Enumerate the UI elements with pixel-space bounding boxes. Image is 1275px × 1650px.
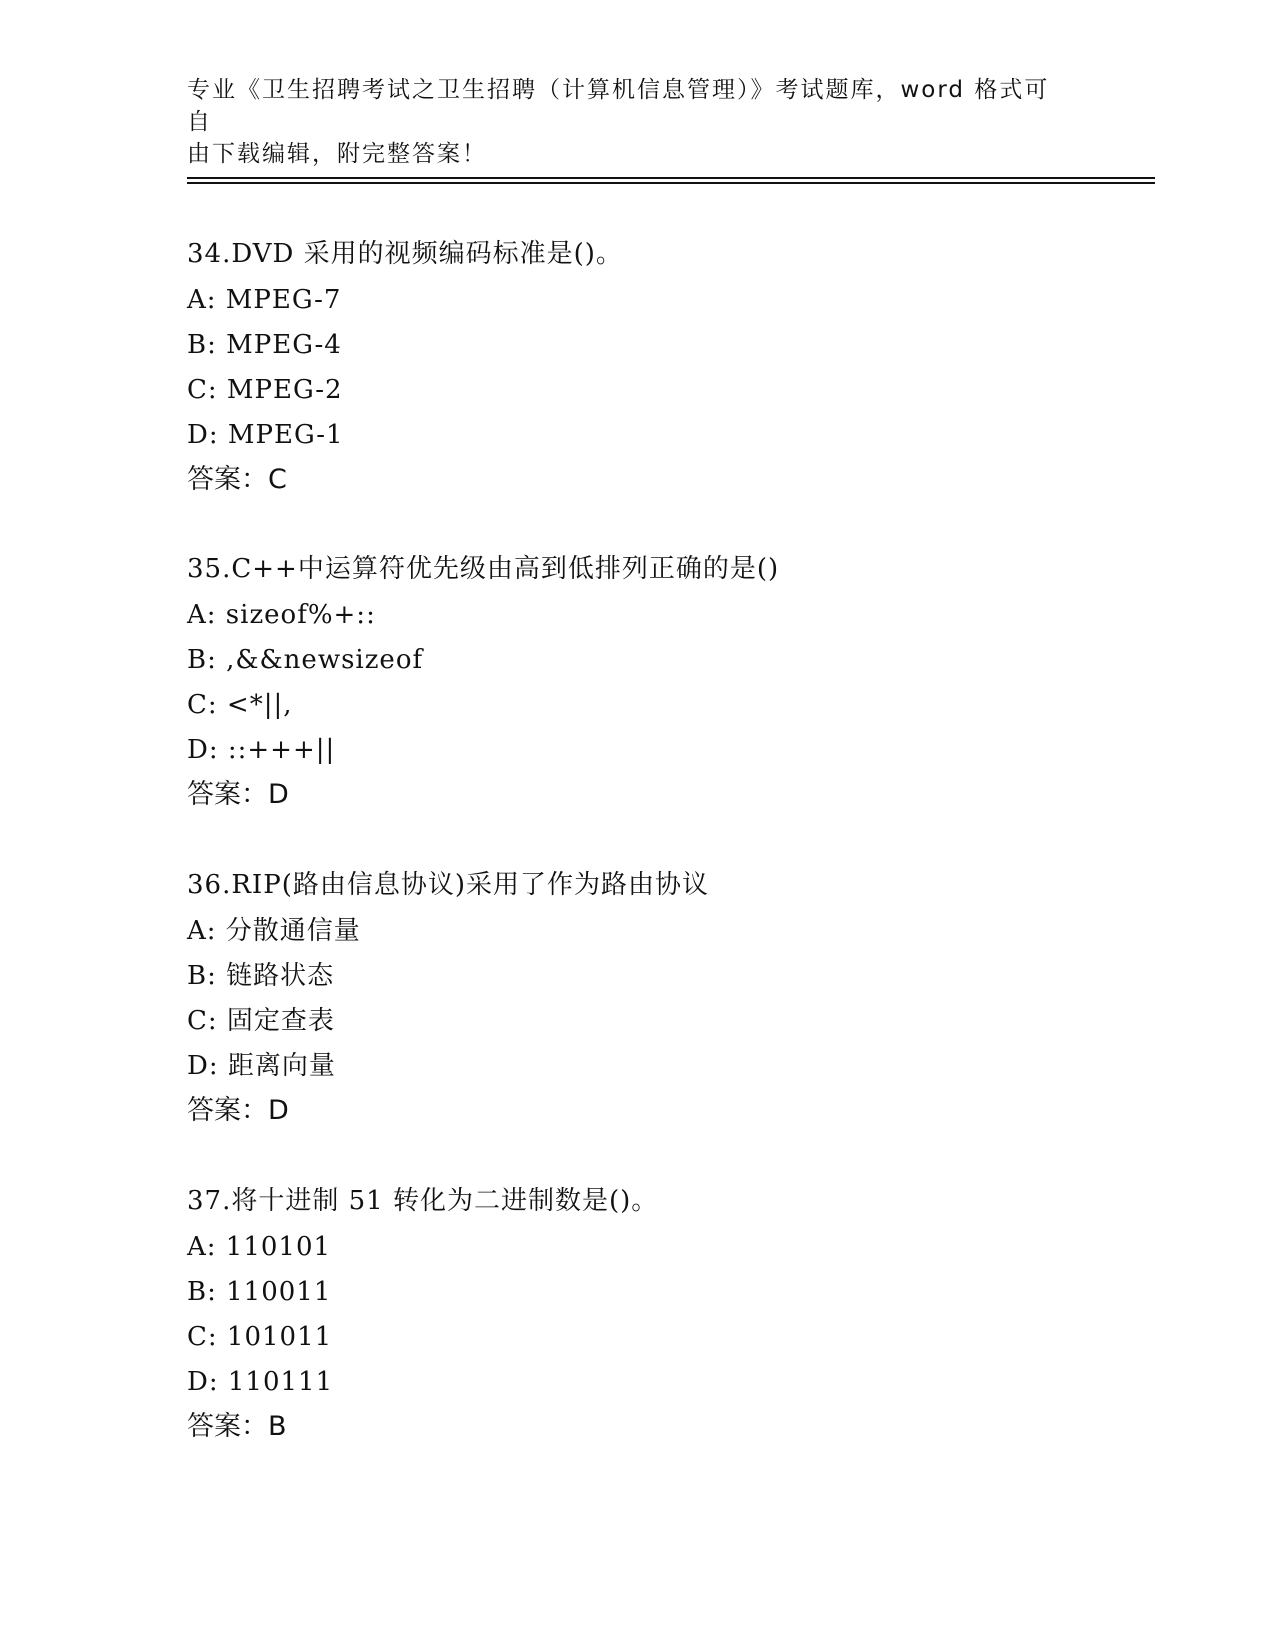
question-title: 37.将十进制 51 转化为二进制数是()。 bbox=[187, 1186, 659, 1216]
option-c: C: <*||, bbox=[187, 690, 293, 720]
answer: 答案：D bbox=[187, 1095, 289, 1126]
option-c: C: 固定查表 bbox=[187, 1006, 335, 1036]
option-c: C: 101011 bbox=[187, 1322, 333, 1352]
document-header bbox=[187, 74, 1067, 170]
option-a: A: 110101 bbox=[187, 1232, 332, 1262]
header-divider-top bbox=[187, 177, 1155, 179]
option-b: B: 110011 bbox=[187, 1277, 332, 1307]
option-a: A: 分散通信量 bbox=[187, 916, 361, 946]
answer: 答案：C bbox=[187, 464, 287, 495]
question-title: 35.C++中运算符优先级由高到低排列正确的是() bbox=[187, 554, 780, 584]
question-35 bbox=[187, 553, 1147, 824]
option-c: C: MPEG-2 bbox=[187, 375, 343, 405]
question-37 bbox=[187, 1185, 1147, 1456]
question-title: 34.DVD 采用的视频编码标准是()。 bbox=[187, 239, 623, 269]
header-line-2: 由下载编辑，附完整答案！ bbox=[187, 141, 487, 167]
question-36 bbox=[187, 869, 1147, 1140]
answer: 答案：B bbox=[187, 1411, 287, 1442]
option-d: D: ::+++|| bbox=[187, 735, 336, 765]
option-a: A: sizeof%+:: bbox=[187, 600, 376, 630]
answer: 答案：D bbox=[187, 779, 289, 810]
question-title: 36.RIP(路由信息协议)采用了作为路由协议 bbox=[187, 870, 709, 900]
option-b: B: MPEG-4 bbox=[187, 330, 342, 360]
option-d: D: MPEG-1 bbox=[187, 420, 344, 450]
option-d: D: 110111 bbox=[187, 1367, 334, 1397]
option-b: B: ,&&newsizeof bbox=[187, 645, 424, 675]
header-divider-bottom bbox=[187, 182, 1155, 184]
option-b: B: 链路状态 bbox=[187, 961, 335, 991]
option-a: A: MPEG-7 bbox=[187, 285, 342, 315]
header-line-1: 专业《卫生招聘考试之卫生招聘（计算机信息管理）》考试题库，word 格式可自 bbox=[187, 77, 1050, 135]
question-34 bbox=[187, 238, 1147, 509]
option-d: D: 距离向量 bbox=[187, 1051, 336, 1081]
